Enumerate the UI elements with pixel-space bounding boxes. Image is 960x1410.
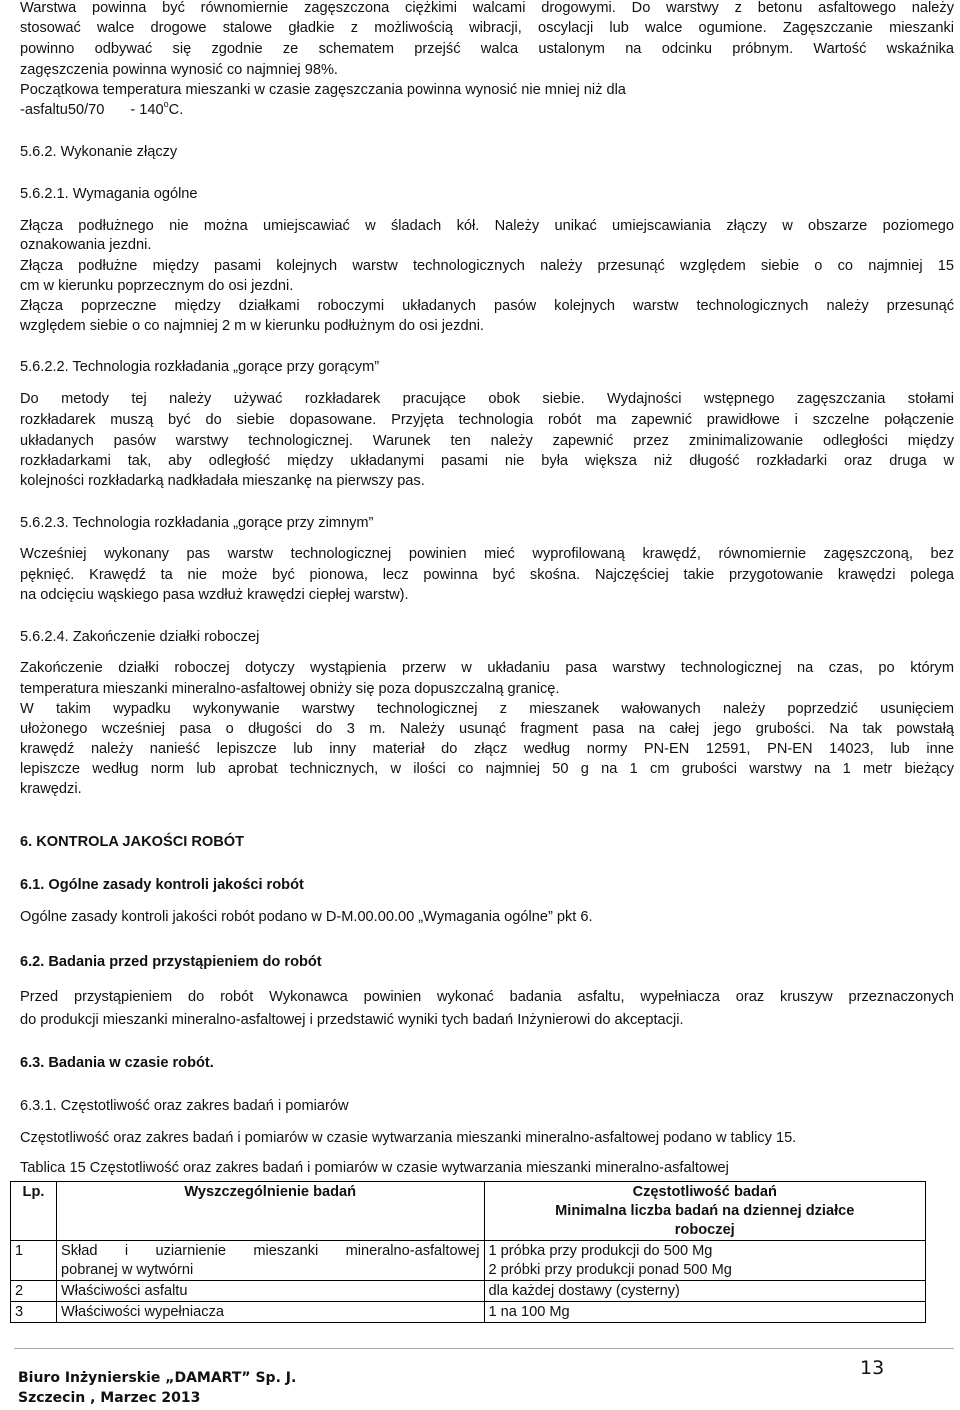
section-heading: 5.6.2.4. Zakończenie działki roboczej xyxy=(20,629,260,645)
cell-frequency: dla każdej dostawy (cysterny) xyxy=(484,1281,926,1302)
table-caption: Tablica 15 Częstotliwość oraz zakres badań i pomiarów w czasie wytwarzania mieszanki mineralno-asfaltowej xyxy=(20,1160,729,1176)
paragraph-line: na odcięciu wąskiego pasa wzdłuż krawędzi ciepłej warstw). xyxy=(20,587,409,603)
cell-lp: 2 xyxy=(11,1281,57,1302)
paragraph-line: stosować walce drogowe stalowe gładkie z możliwością wibracji, oscylacji lub walce ogumione. Zagęszczanie mieszanki xyxy=(20,20,954,36)
section-heading: 6.1. Ogólne zasady kontroli jakości robót xyxy=(20,877,304,893)
paragraph-line: powinno odbywać się zgodnie ze schematem przejść walca ustalonym na odcinku próbnym. Wartość wskaźnika xyxy=(20,41,954,57)
paragraph-line: Początkowa temperatura mieszanki w czasie zagęszczania powinna wynosić nie mniej niż dla xyxy=(20,82,626,98)
paragraph-line: zagęszczenia powinna wynosić co najmniej 98%. xyxy=(20,62,338,78)
paragraph-line: układanych pasów warstwy technologicznej. Warunek ten należy zapewnić przez zminimalizowanie odległości między xyxy=(20,433,954,449)
paragraph-line: Złącza podłużne między pasami kolejnych warstw technologicznych należy przesunąć względem siebie o co najmniej 15 xyxy=(20,258,954,274)
paragraph-line: Zakończenie działki roboczej dotyczy wystąpienia przerw w układaniu pasa warstwy technologicznej na czas, po którym xyxy=(20,660,954,676)
section-heading: 5.6.2.1. Wymagania ogólne xyxy=(20,186,198,202)
paragraph-line: W takim wypadku wykonywanie warstwy technologicznej z mieszanek wałowanych należy poprzedzić usunięciem xyxy=(20,701,954,717)
chapter-heading: 6. KONTROLA JAKOŚCI ROBÓT xyxy=(20,834,245,850)
paragraph-line: Wcześniej wykonany pas warstw technologicznej powinien mieć wyprofilowaną krawędź, równomiernie zagęszczoną, bez xyxy=(20,546,954,562)
paragraph-line: lepiszcze według norm lub aprobat technicznych, w ilości co najmniej 50 g na 1 cm grubości warstwy na 1 metr bieżący xyxy=(20,761,954,777)
section-heading: 6.3. Badania w czasie robót. xyxy=(20,1055,214,1071)
table-row xyxy=(11,1241,926,1281)
temperature-line xyxy=(20,101,183,119)
section-heading: 5.6.2. Wykonanie złączy xyxy=(20,144,178,160)
cell-item: Właściwości asfaltu xyxy=(56,1281,484,1302)
paragraph-line: pęknięć. Krawędź ta nie może być pionowa, lecz powinna być skośna. Najczęściej takie przygotowanie krawędzi polega xyxy=(20,567,954,583)
temp-degree: o xyxy=(163,99,169,109)
cell-lp: 3 xyxy=(11,1302,57,1323)
paragraph-line: do produkcji mieszanki mineralno-asfaltowej i przedstawić wyniki tych badań Inżynierowi do akceptacji. xyxy=(20,1012,684,1028)
section-heading: 6.3.1. Częstotliwość oraz zakres badań i pomiarów xyxy=(20,1098,349,1114)
paragraph-line: względem siebie o co najmniej 2 m w kierunku podłużnym do osi jezdni. xyxy=(20,318,484,334)
paragraph-line: rozkładarek muszą być do siebie dopasowane. Przyjęta technologia robót ma zapewnić prawidłowe i szczelne połączenie xyxy=(20,412,954,428)
table-row xyxy=(11,1281,926,1302)
header-frequency: Częstotliwość badań Minimalna liczba badań na dziennej działce roboczej xyxy=(484,1182,926,1241)
paragraph-line: Złącza podłużnego nie można umiejscawiać w śladach kół. Należy unikać umiejscawiania złączy w obszarze poziomego xyxy=(20,218,954,234)
cell-item: Skład i uziarnienie mieszanki mineralno-asfaltowej pobranej w wytwórni xyxy=(56,1241,484,1281)
section-heading: 6.2. Badania przed przystąpieniem do robót xyxy=(20,954,322,970)
paragraph-line: krawędzi. xyxy=(20,781,82,797)
cell-frequency: 1 próbka przy produkcji do 500 Mg 2 próbki przy produkcji ponad 500 Mg xyxy=(484,1241,926,1281)
section-heading: 5.6.2.3. Technologia rozkładania „gorące przy zimnym” xyxy=(20,515,374,531)
page-number: 13 xyxy=(860,1357,885,1379)
footer-place-date: Szczecin , Marzec 2013 xyxy=(18,1390,201,1406)
paragraph-line: cm w kierunku poprzecznym do osi jezdni. xyxy=(20,278,294,294)
table-row xyxy=(11,1302,926,1323)
header-item: Wyszczególnienie badań xyxy=(56,1182,484,1241)
paragraph-line: Do metody tej należy używać rozkładarek pracujące obok siebie. Wydajności wstępnego zagęszczania stołami xyxy=(20,391,954,407)
temp-unit: C. xyxy=(168,102,184,118)
footer-company: Biuro Inżynierskie „DAMART” Sp. J. xyxy=(18,1370,297,1386)
temp-value: - 140 xyxy=(130,102,164,118)
temp-binder: -asfaltu50/70 xyxy=(20,102,105,118)
table-header-row xyxy=(11,1182,926,1241)
paragraph-line: Częstotliwość oraz zakres badań i pomiarów w czasie wytwarzania mieszanki mineralno-asfaltowej podano w tablicy 15. xyxy=(20,1130,797,1146)
paragraph-line: Złącza poprzeczne między działkami roboczymi układanych pasów kolejnych warstw technologicznych należy przesunąć xyxy=(20,298,954,314)
paragraph-line: ułożonego wcześniej pasa o długości do 3 m. Należy usunąć fragment pasa na całej jego grubości. Na tak powstałą xyxy=(20,721,954,737)
cell-item: Właściwości wypełniacza xyxy=(56,1302,484,1323)
header-lp: Lp. xyxy=(11,1182,57,1241)
frequency-table xyxy=(10,1181,926,1323)
cell-frequency: 1 na 100 Mg xyxy=(484,1302,926,1323)
footer-divider xyxy=(14,1348,954,1349)
paragraph-line: temperatura mieszanki mineralno-asfaltowej obniży się poza dopuszczalną granicę. xyxy=(20,681,560,697)
cell-lp: 1 xyxy=(11,1241,57,1281)
section-heading: 5.6.2.2. Technologia rozkładania „gorące przy gorącym” xyxy=(20,359,380,375)
paragraph-line: rozkładarkami tak, aby odległość między układanymi pasami nie była większa niż długość rozkładarki oraz druga w xyxy=(20,453,954,469)
paragraph-line: Warstwa powinna być równomiernie zagęszczona ciężkimi walcami drogowymi. Do warstwy z betonu asfaltowego należy xyxy=(20,0,954,16)
paragraph-line: krawędź należy nanieść lepiszcze lub inny materiał do złącz według normy PN-EN 12591, PN-EN 14023, lub inne xyxy=(20,741,954,757)
paragraph-line: Ogólne zasady kontroli jakości robót podano w D-M.00.00.00 „Wymagania ogólne” pkt 6. xyxy=(20,909,593,925)
paragraph-line: Przed przystąpieniem do robót Wykonawca powinien wykonać badania asfaltu, wypełniacza oraz kruszyw przeznaczonych xyxy=(20,989,954,1005)
paragraph-line: kolejności rozkładarką nadkładała mieszankę na pierwszy pas. xyxy=(20,473,425,489)
paragraph-line: oznakowania jezdni. xyxy=(20,237,152,253)
